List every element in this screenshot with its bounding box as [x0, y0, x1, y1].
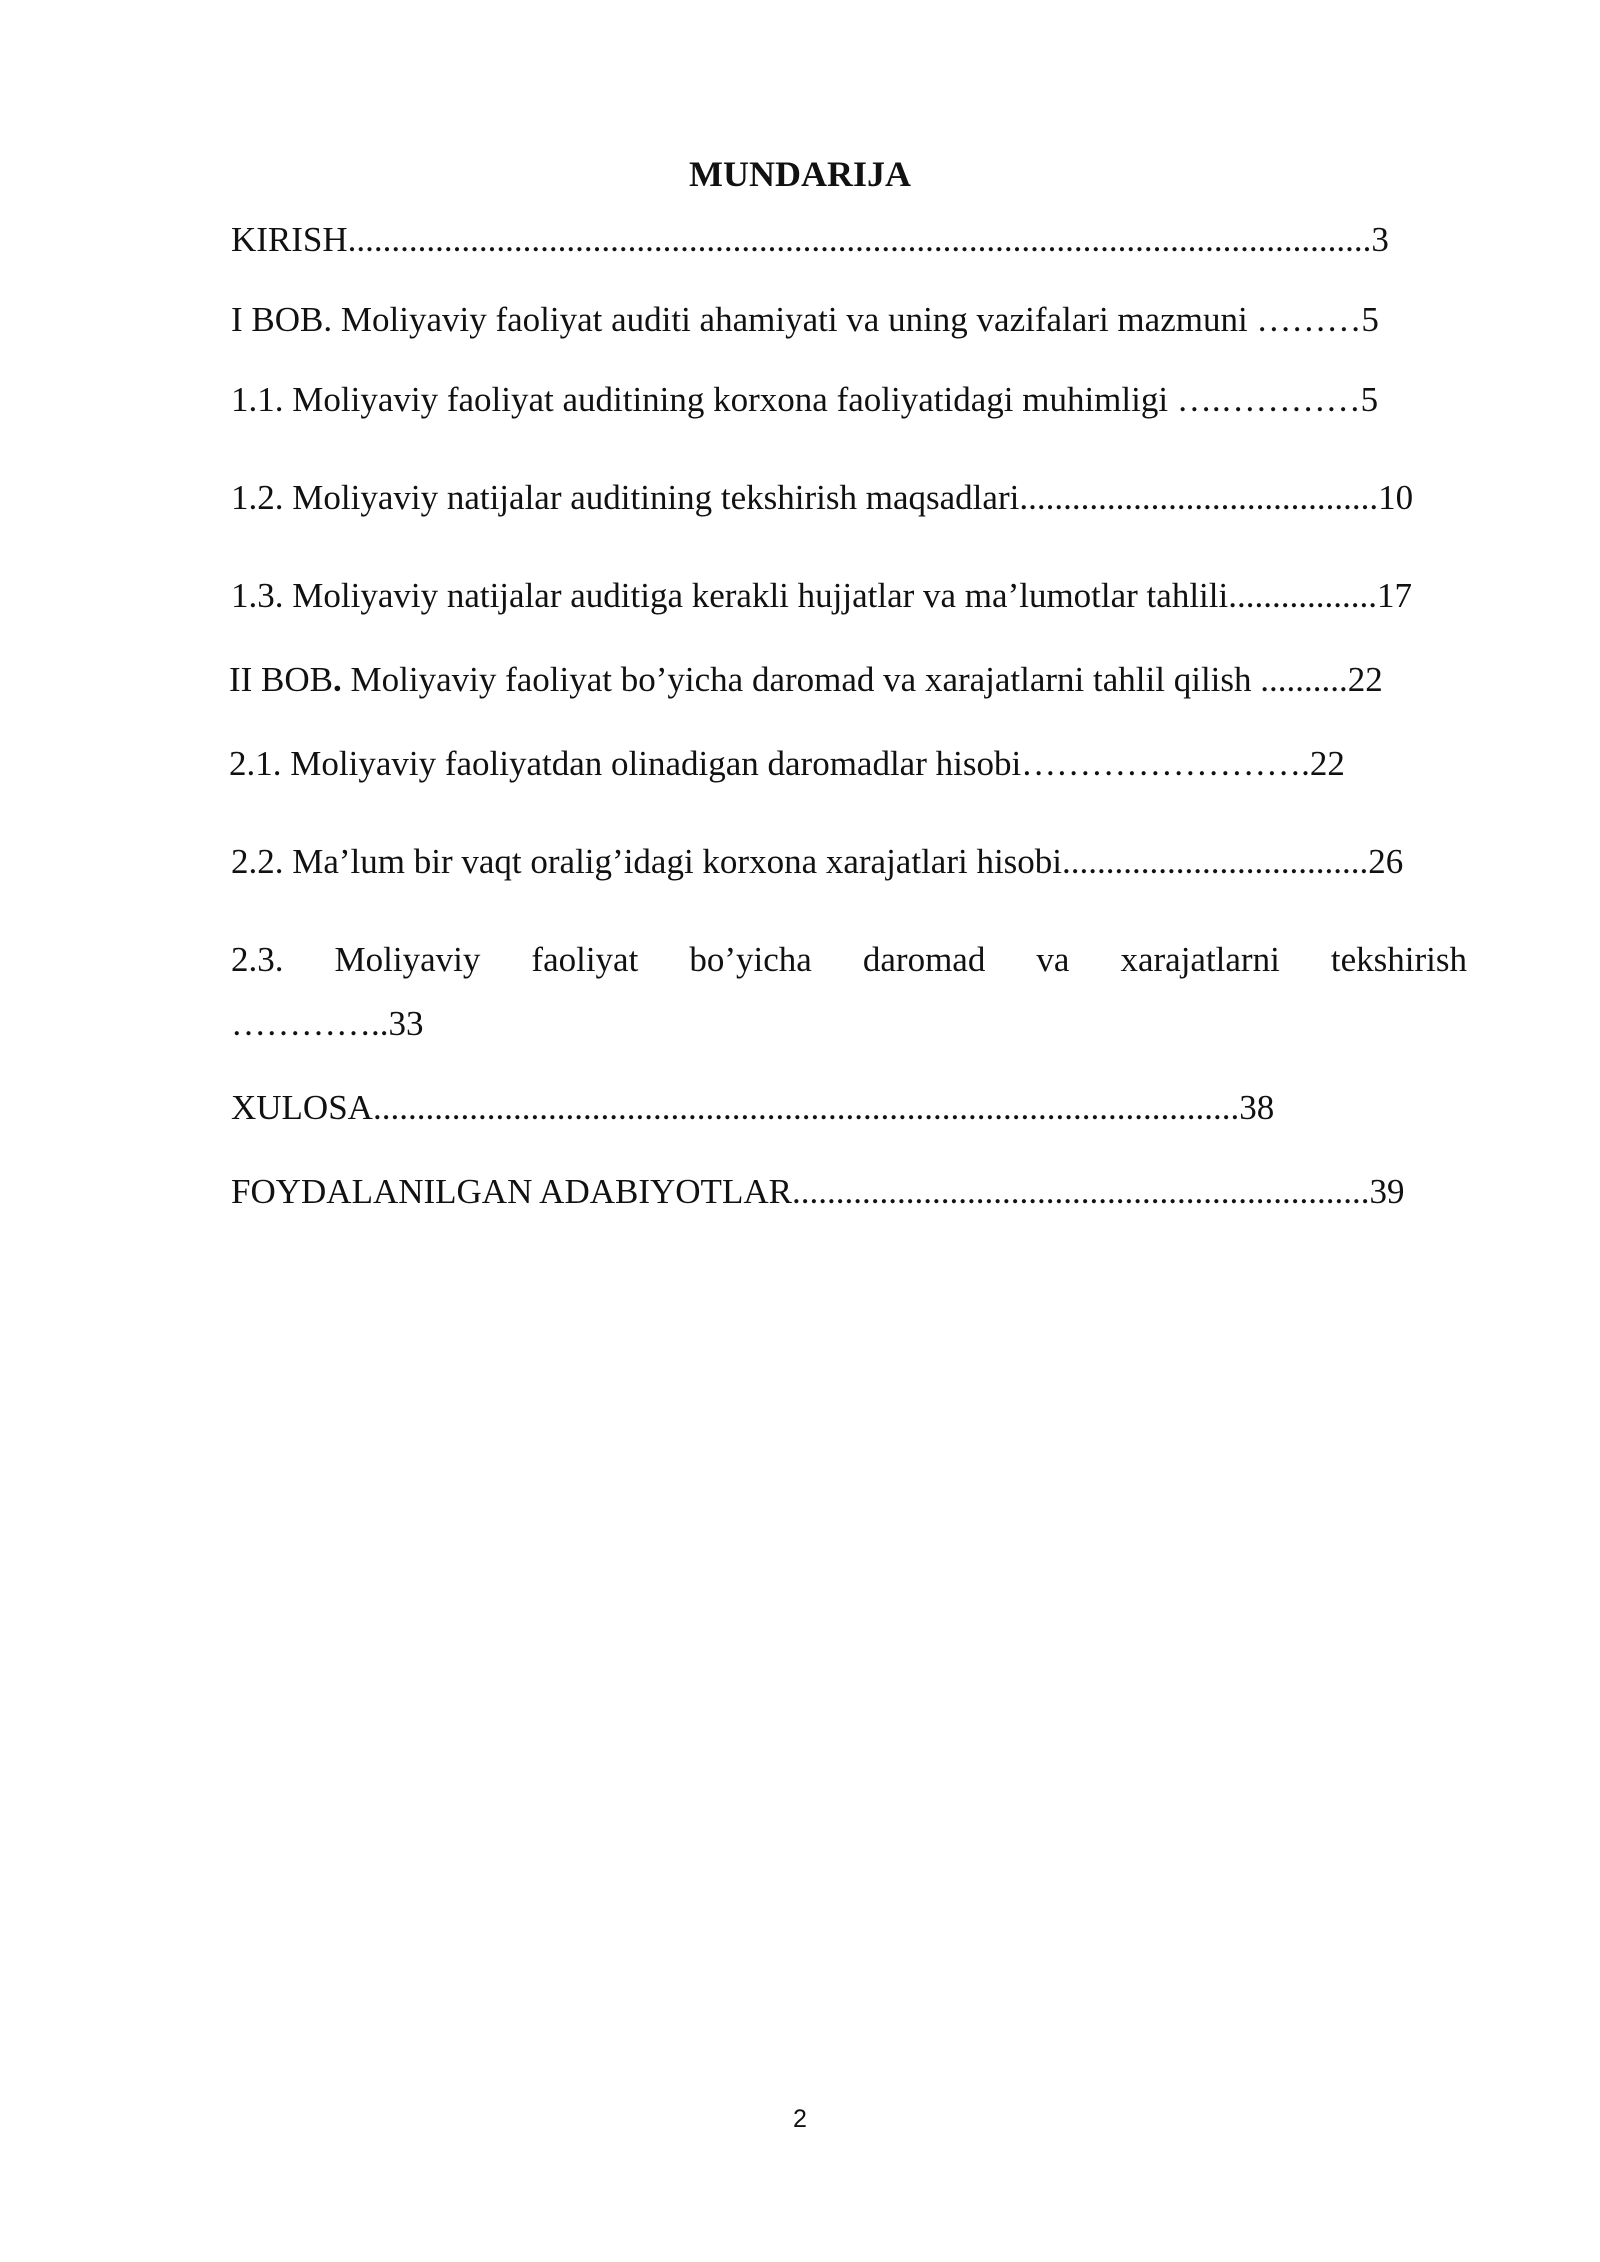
- toc-entry-section-2-3: [231, 938, 1467, 982]
- chapter-2-prefix: II BOB: [229, 660, 334, 699]
- toc-entry-references: FOYDALANILGAN ADABIYOTLAR..................................................................39: [231, 1172, 1405, 1211]
- toc-entry-section-2-2: 2.2. Ma’lum bir vaqt oralig’idagi korxona xarajatlari hisobi...................................26: [231, 842, 1404, 881]
- toc-word: va: [1036, 940, 1070, 979]
- toc-word: bo’yicha: [689, 940, 812, 979]
- page-number: 2: [793, 2105, 807, 2133]
- toc-word: tekshirish: [1330, 940, 1467, 979]
- toc-word: xarajatlarni: [1120, 940, 1280, 979]
- toc-entry-chapter-2: [229, 658, 1383, 702]
- toc-entry-section-1-2: 1.2. Moliyaviy natijalar auditining tekshirish maqsadlari.........................................10: [231, 478, 1414, 517]
- toc-entry-section-1-1: 1.1. Moliyaviy faoliyat auditining korxona faoliyatidagi muhimligi ….…………5: [231, 380, 1379, 419]
- chapter-2-title: Moliyaviy faoliyat bo’yicha daromad va xarajatlarni tahlil qilish ..........22: [341, 660, 1383, 699]
- toc-entry-kirish: KIRISH.....................................................................................................................3: [231, 220, 1389, 259]
- toc-entry-section-2-3-page: …………..33: [231, 1004, 424, 1043]
- toc-entry-section-1-3: 1.3. Moliyaviy natijalar auditiga kerakli hujjatlar va ma’lumotlar tahlili.................17: [231, 576, 1412, 615]
- toc-entry-xulosa: XULOSA...................................................................................................38: [231, 1088, 1275, 1127]
- toc-word: 2.3.: [231, 940, 284, 979]
- toc-word: Moliyaviy: [334, 940, 481, 979]
- toc-word: daromad: [862, 940, 986, 979]
- toc-entry-section-2-1: 2.1. Moliyaviy faoliyatdan olinadigan daromadlar hisobi…………………….22: [229, 744, 1345, 783]
- toc-word: faoliyat: [531, 940, 639, 979]
- toc-entry-chapter-1: I BOB. Moliyaviy faoliyat auditi ahamiyati va uning vazifalari mazmuni ………5: [231, 300, 1379, 339]
- chapter-2-bold-dot: .: [333, 660, 342, 699]
- page-title: MUNDARIJA: [689, 154, 911, 194]
